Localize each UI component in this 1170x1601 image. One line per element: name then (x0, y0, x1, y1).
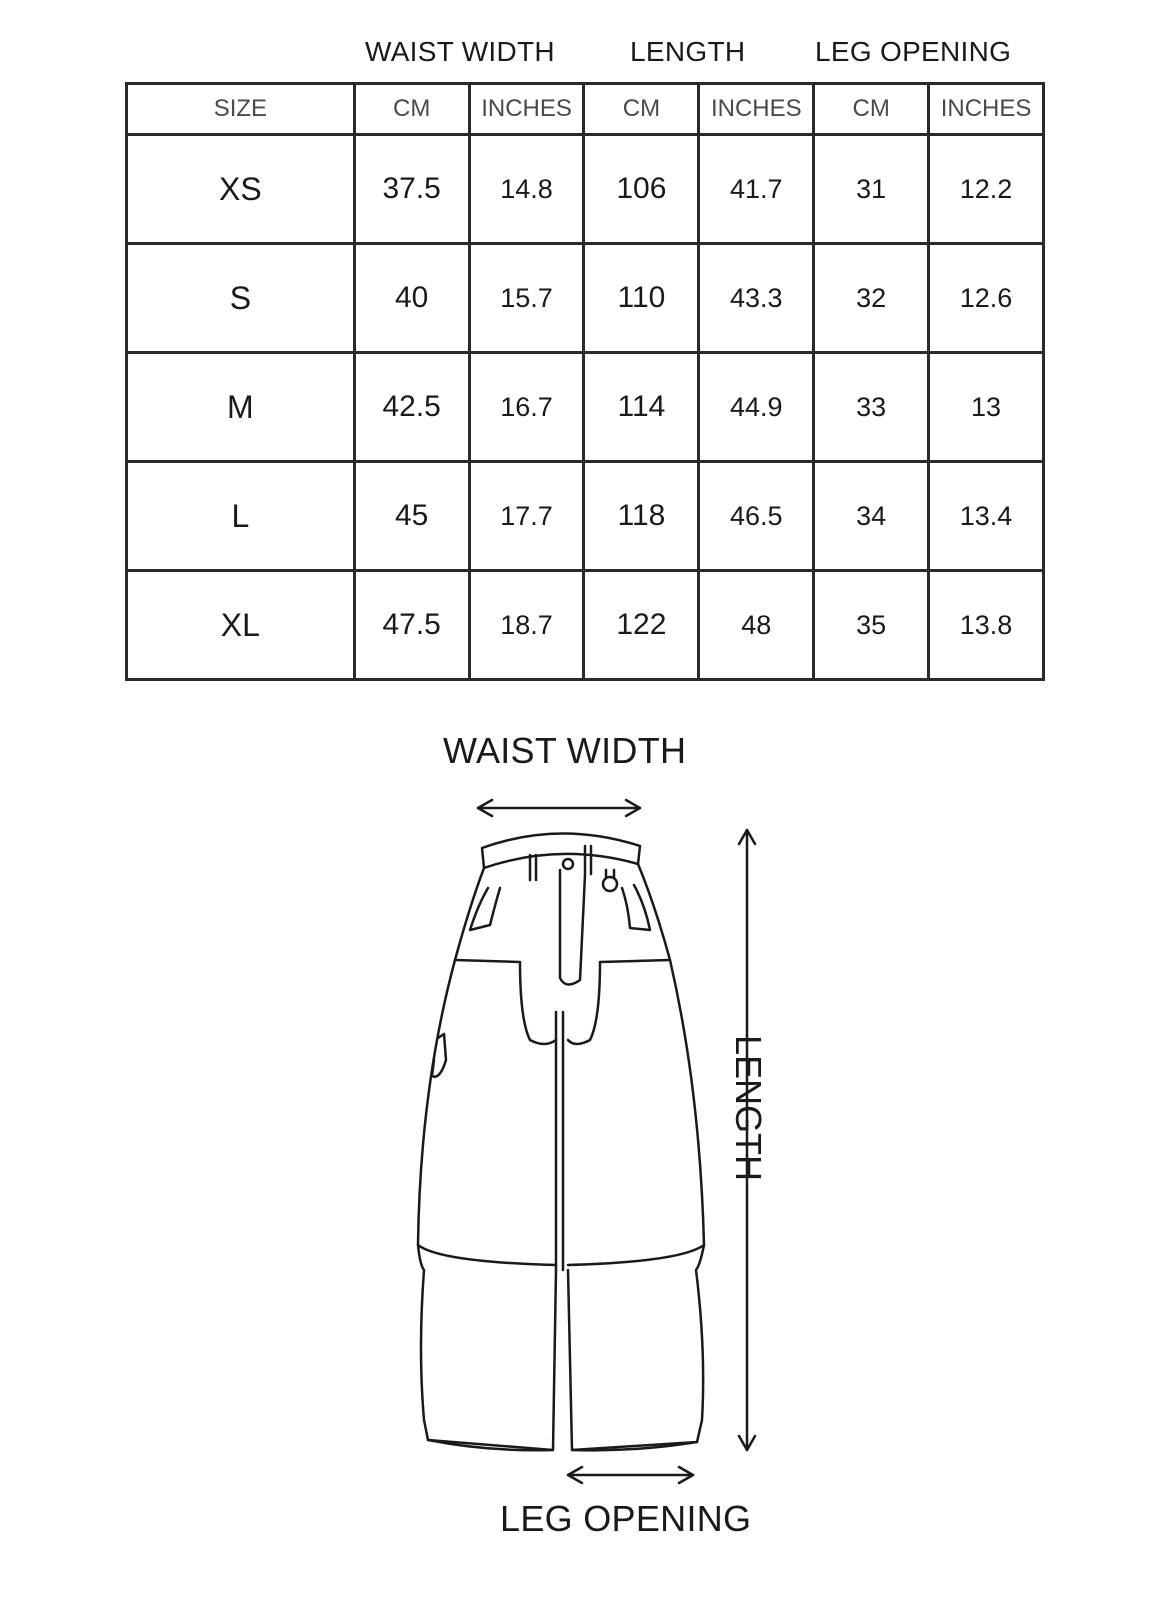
waist-inches-cell: 18.7 (469, 571, 584, 680)
column-header-length-inches: INCHES (699, 84, 814, 135)
header-length: LENGTH (630, 36, 746, 67)
column-header-leg-inches: INCHES (929, 84, 1044, 135)
right-outline (568, 864, 704, 1450)
size-cell: S (127, 244, 355, 353)
length-inches-cell: 48 (699, 571, 814, 680)
waist-cm-cell: 42.5 (354, 353, 469, 462)
size-cell: XS (127, 135, 355, 244)
right-pocket (622, 885, 650, 930)
length-cm-cell: 106 (584, 135, 699, 244)
length-inches-cell: 43.3 (699, 244, 814, 353)
diagram-waist-width-label: WAIST WIDTH (443, 730, 687, 771)
waist-inches-cell: 16.7 (469, 353, 584, 462)
left-yoke (455, 960, 556, 1044)
column-header-waist-inches: INCHES (469, 84, 584, 135)
waist-cm-cell: 40 (354, 244, 469, 353)
length-inches-cell: 41.7 (699, 135, 814, 244)
waist-inches-cell: 15.7 (469, 244, 584, 353)
leg-inches-cell: 12.2 (929, 135, 1044, 244)
waist-inches-cell: 17.7 (469, 462, 584, 571)
column-header-leg-cm: CM (814, 84, 929, 135)
length-cm-cell: 110 (584, 244, 699, 353)
overlay-hem (418, 1245, 556, 1265)
length-cm-cell: 122 (584, 571, 699, 680)
leg-inches-cell: 13 (929, 353, 1044, 462)
leg-cm-cell: 35 (814, 571, 929, 680)
left-outline (418, 868, 556, 1450)
length-cm-cell: 114 (584, 353, 699, 462)
waist-width-arrow-icon (478, 800, 640, 816)
right-yoke (568, 960, 670, 1044)
waist-cm-cell: 47.5 (354, 571, 469, 680)
header-leg-opening: LEG OPENING (815, 36, 1012, 67)
length-inches-cell: 44.9 (699, 353, 814, 462)
waist-cm-cell: 37.5 (354, 135, 469, 244)
length-arrow-icon (739, 830, 755, 1450)
waist-cm-cell: 45 (354, 462, 469, 571)
column-header-waist-cm: CM (354, 84, 469, 135)
header-waist-width: WAIST WIDTH (365, 36, 555, 67)
leg-cm-cell: 31 (814, 135, 929, 244)
diagram-length-label: LENGTH (728, 1034, 769, 1182)
column-header-length-cm: CM (584, 84, 699, 135)
waist-inches-cell: 14.8 (469, 135, 584, 244)
leg-opening-arrow-icon (568, 1467, 693, 1483)
leg-cm-cell: 33 (814, 353, 929, 462)
leg-inches-cell: 13.8 (929, 571, 1044, 680)
fly (560, 870, 585, 985)
size-cell: XL (127, 571, 355, 680)
leg-inches-cell: 13.4 (929, 462, 1044, 571)
diagram-leg-opening-label: LEG OPENING (500, 1498, 752, 1539)
size-cell: M (127, 353, 355, 462)
length-inches-cell: 46.5 (699, 462, 814, 571)
leg-inches-cell: 12.6 (929, 244, 1044, 353)
leg-cm-cell: 34 (814, 462, 929, 571)
column-header-size: SIZE (127, 84, 355, 135)
length-cm-cell: 118 (584, 462, 699, 571)
size-cell: L (127, 462, 355, 571)
leg-cm-cell: 32 (814, 244, 929, 353)
